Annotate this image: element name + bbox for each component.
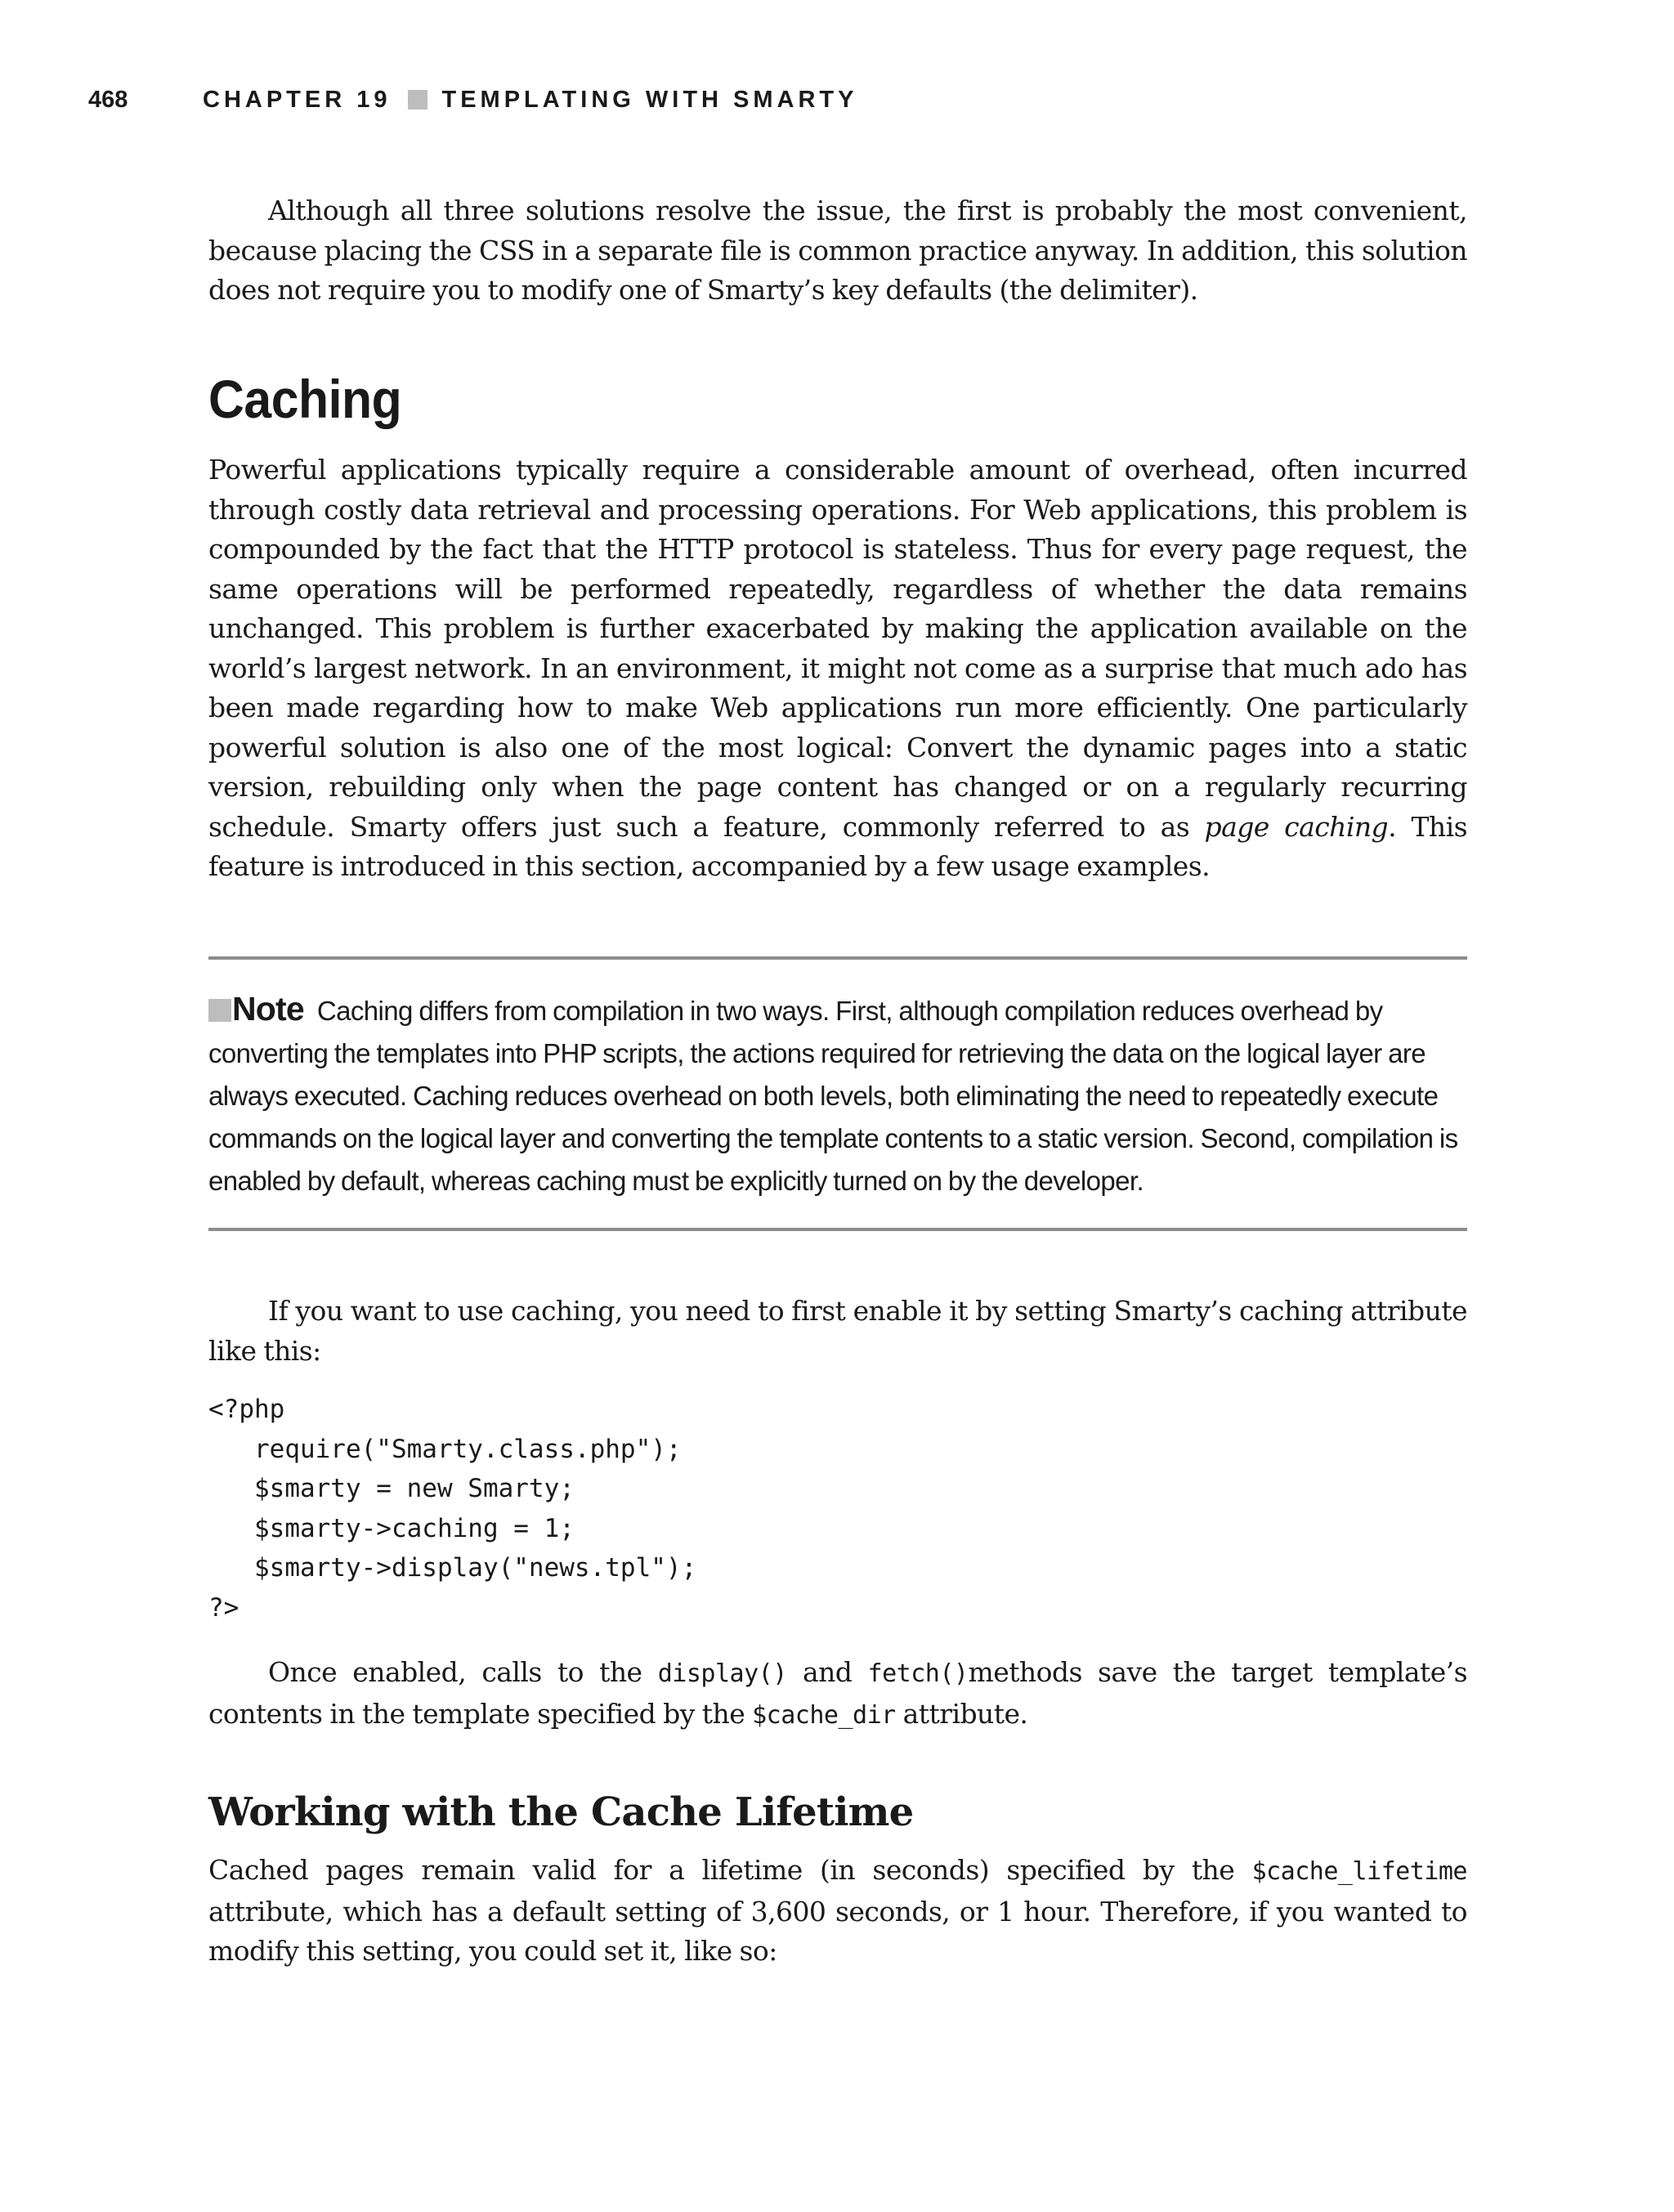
enable-paragraph: If you want to use caching, you need to first enable it by setting Smarty’s caching attribute like this:: [208, 1295, 1467, 1367]
cache-lifetime-heading: Working with the Cache Lifetime: [208, 1789, 914, 1835]
enabled-text-1: Once enabled, calls to the: [268, 1656, 658, 1688]
note-label: Note: [232, 990, 304, 1028]
caching-paragraph-text: Powerful applications typically require a considerable amount of overhead, often incurred through costly data retrieval and processing operations. For Web applications, this problem is compounded by the fact that the HTTP protocol is stateless. Thus for every page request, the same operations will be performed repeatedly, regardless of whether the data remains unchanged. This problem is further exacerbated by making the application available on the world’s largest network. In an environment, it might not come as a surprise that much ado has been made regarding how to make Web applications run more efficiently. One particularly powerful solution is also one of the most logical: Convert the dynamic pages into a static version, rebuilding only when the page content has changed or on a regularly recurring schedule. Smarty offers just such a feature, commonly referred to as: [208, 454, 1467, 843]
enabled-text-4: attribute.: [895, 1697, 1028, 1730]
code-display: display(): [657, 1659, 787, 1688]
caching-heading: Caching: [208, 369, 402, 429]
lifetime-text-2: attribute, which has a default setting of 3,600 seconds, or 1 hour. Therefore, if you wanted to modify this setting, you could set it, like so:: [208, 1895, 1467, 1967]
note-box: [208, 956, 1467, 1231]
square-bullet-icon: [408, 90, 427, 110]
caching-paragraph-block: [208, 450, 1467, 887]
code-cache-dir: $cache_dir: [752, 1700, 896, 1730]
intro-paragraph: Although all three solutions resolve the issue, the first is probably the most convenient, because placing the CSS in a separate file is common practice anyway. In addition, this solution does not require you to modify one of Smarty’s key defaults (the delimiter).: [208, 195, 1467, 306]
lifetime-paragraph: [208, 1851, 1467, 1972]
lifetime-text-1: Cached pages remain valid for a lifetime (in seconds) specified by the: [208, 1854, 1252, 1886]
chapter-title: TEMPLATING WITH SMARTY: [441, 86, 858, 113]
enabled-text-3: methods save the target template’s contents in the template specified by the: [208, 1656, 1468, 1730]
page-number: 468: [88, 86, 128, 113]
caching-paragraph-end: . This feature is introduced in this section, accompanied by a few usage examples.: [208, 810, 1468, 882]
lifetime-paragraph-block: [208, 1851, 1467, 1972]
caching-heading-block: [208, 366, 1467, 432]
enable-paragraph-block: [208, 1292, 1467, 1371]
running-head: [88, 82, 1478, 118]
note-body: Caching differs from compilation in two ways. First, although compilation reduces overhead by converting the templates into PHP scripts, the actions required for retrieving the data on the logical layer are always executed. Caching reduces overhead on both levels, both eliminating the need to repeatedly execute commands on the logical layer and converting the template contents to a static version. Second, compilation is enabled by default, whereas caching must be explicitly turned on by the developer.: [208, 996, 1458, 1196]
note-text: [208, 987, 1467, 1202]
lifetime-heading-block: [208, 1786, 1467, 1838]
chapter-label: CHAPTER 19: [203, 86, 392, 113]
page-caching-term: page caching: [1204, 810, 1389, 843]
enabled-paragraph: [208, 1653, 1467, 1735]
code-fetch: fetch(): [867, 1659, 969, 1688]
square-bullet-icon: [208, 999, 231, 1022]
enabled-paragraph-block: [208, 1653, 1467, 1735]
caching-paragraph: [208, 450, 1467, 887]
code-sample: <?php require("Smarty.class.php"); $smarty = new Smarty; $smarty->caching = 1; $smarty->display("news.tpl"); ?>: [208, 1395, 697, 1623]
code-cache-lifetime: $cache_lifetime: [1251, 1857, 1467, 1886]
intro-block: [208, 191, 1467, 311]
enabled-text-2: and: [786, 1656, 868, 1688]
